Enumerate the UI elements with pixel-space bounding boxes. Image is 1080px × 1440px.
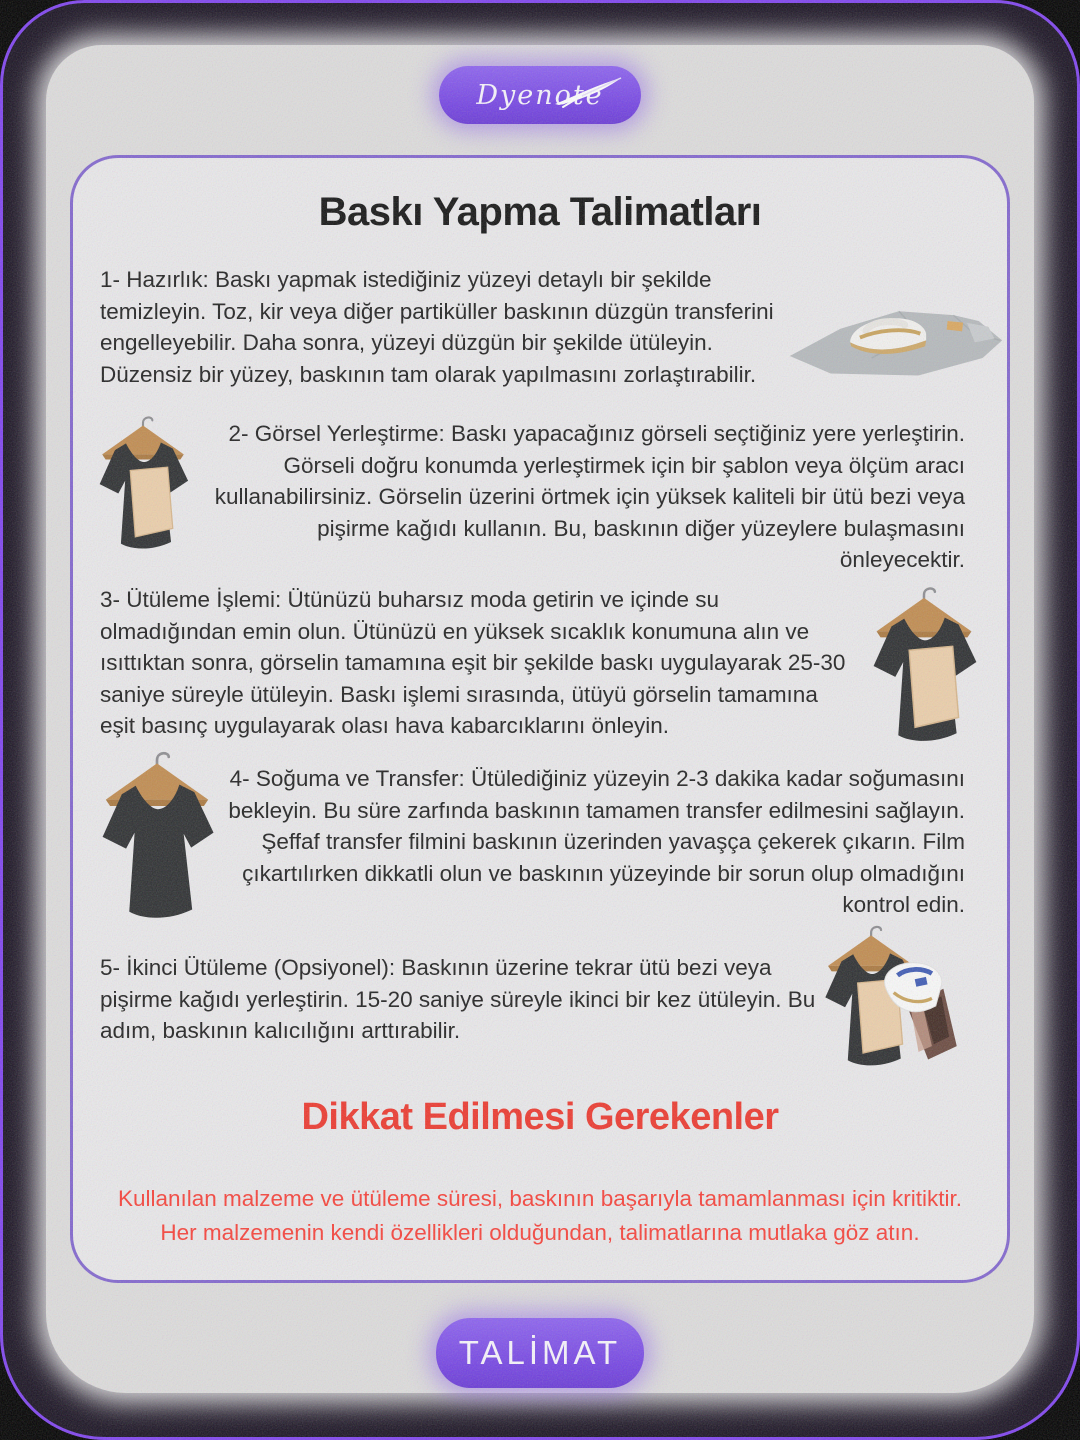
tshirt-transfer-image-left xyxy=(92,397,194,573)
tshirt-plain-image xyxy=(93,745,221,931)
feather-icon xyxy=(551,74,625,108)
step-3-text: 3- Ütüleme İşlemi: Ütünüzü buharsız moda getirin ve içinde su olmadığından emin olun. Ütünüzü en yüksek sıcaklık konumuna alın ve ısıttıktan sonra, görselin tamamına eşit bir şekilde baskı uygulayarak 25-30 saniye süreyle ütüleyin. Baskı işlemi sırasında, ütüyü görselin tamamına eşit basınç uygulayarak olası hava kabarcıklarını önleyin. xyxy=(100,587,846,738)
step-1-text: 1- Hazırlık: Baskı yapmak istediğiniz yüzeyi detaylı bir şekilde temizleyin. Toz, kir veya diğer partiküller baskının düzgün transferini engelleyebilir. Daha sonra, yüzeyi düzgün bir şekilde ütüleyin. Düzensiz bir yüzey, baskının tam olarak yapılmasını zorlaştırabilir. xyxy=(100,267,774,387)
step-5-text: 5- İkinci Ütüleme (Opsiyonel): Baskının üzerine tekrar ütü bezi veya pişirme kağıdı yerleştirin. 15-20 saniye süreyle ikinci bir kez ütüleyin. Bu adım, baskının kalıcılığını arttırabilir. xyxy=(100,955,816,1043)
page-title: Baskı Yapma Talimatları xyxy=(318,190,762,234)
brand-logo-text: Dyenote xyxy=(476,79,604,111)
brand-pill xyxy=(439,66,641,124)
tshirt-with-iron-image xyxy=(812,920,962,1092)
warning-line-2: Her malzemenin kendi özellikleri olduğundan, talimatlarına mutlaka göz atın. xyxy=(160,1220,920,1245)
step-4-text: 4- Soğuma ve Transfer: Ütülediğiniz yüzeyin 2-3 dakika kadar soğumasını bekleyin. Bu süre zarfında baskının tamamen transfer edilmesini sağlayın. Şeffaf transfer filmini baskının üzerinden yavaşça çekerek çıkarın. Film çıkartılırken dikkatli olun ve baskının yüzeyinde bir sorun olup olmadığını kontrol edin. xyxy=(228,766,965,917)
iron-on-cloth-image xyxy=(780,282,1008,394)
step-2-text: 2- Görsel Yerleştirme: Baskı yapacağınız görseli seçtiğiniz yere yerleştirin. Görseli doğru konumda yerleştirmek için bir şablon veya ölçüm aracı kullanabilirsiniz. Görselin üzerini örtmek için yüksek kaliteli bir ütü bezi veya pişirme kağıdı kullanın. Bu, baskının diğer yüzeylere bulaşmasını önleyecektir. xyxy=(214,421,965,572)
talimat-button[interactable] xyxy=(436,1318,644,1388)
talimat-button-label: TALİMAT xyxy=(458,1334,622,1371)
warning-line-1: Kullanılan malzeme ve ütüleme süresi, baskının başarıyla tamamlanması için kritiktir. xyxy=(117,1186,963,1211)
warning-title: Dikkat Edilmesi Gerekenler xyxy=(301,1096,779,1138)
warning-text xyxy=(60,1182,1020,1250)
tshirt-transfer-image-right xyxy=(863,583,985,751)
